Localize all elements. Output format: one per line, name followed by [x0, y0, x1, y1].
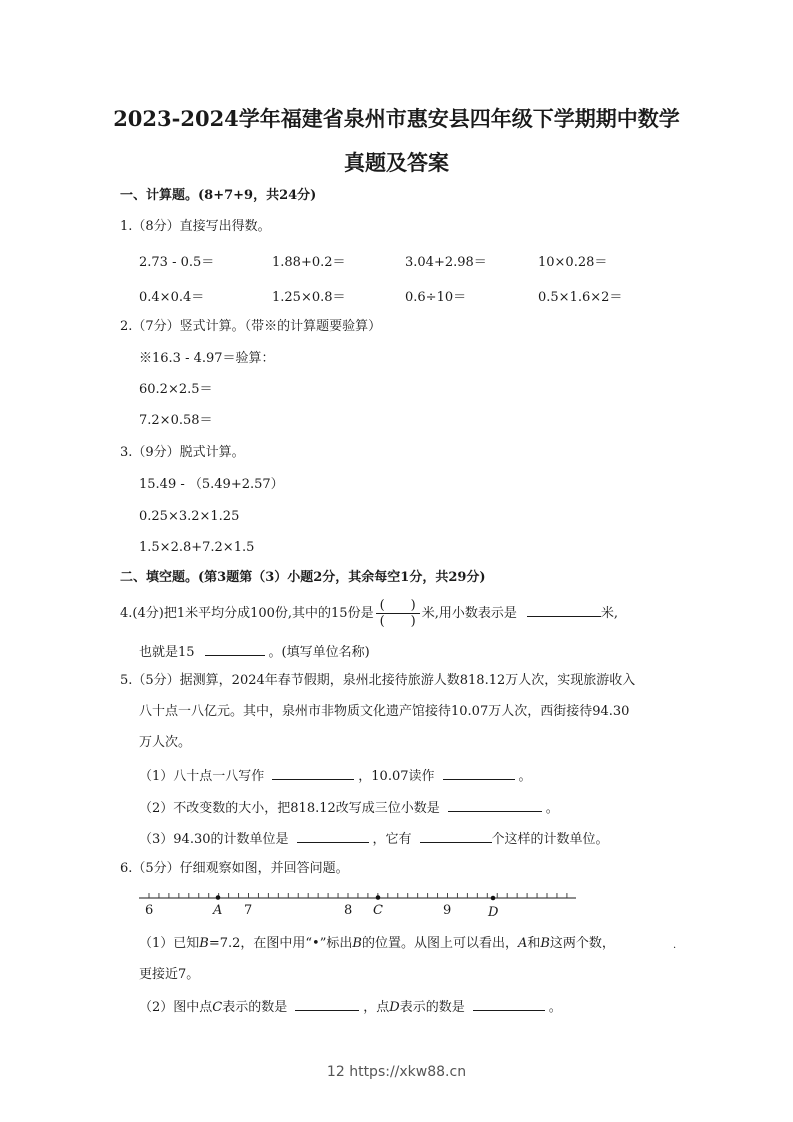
q4-line2	[139, 641, 370, 662]
q4-prefix: 4.(4分)把1米平均分成100份,其中的15份是	[120, 606, 374, 621]
q6-sub2-text: 。	[548, 1000, 562, 1015]
point-a-dot	[216, 895, 221, 900]
q3-item: 15.49 - （5.49+2.57）	[139, 477, 284, 492]
tick-label-6: 6	[145, 903, 154, 918]
q6-label: 6.（5分）仔细观察如图，并回答问题。	[120, 861, 349, 876]
q5-line1: 5.（5分）据测算，2024年春节假期，泉州北接待旅游人数818.12万人次，实现旅游收入	[120, 673, 636, 688]
q5-sub3-text: ，它有	[372, 832, 412, 847]
q5-sub3-blank-count[interactable]	[420, 828, 492, 843]
q1-label: 1.（8分）直接写出得数。	[120, 219, 271, 234]
q6-var-b: B	[540, 936, 550, 951]
q6-sub1-text: 的位置。从图上可以看出，	[361, 936, 518, 951]
section2-heading: 二、填空题。(第3题第（3）小题2分，其余每空1分，共29分)	[120, 570, 486, 585]
q5-sub3-text: 个这样的计数单位。	[491, 832, 609, 847]
q4-fraction[interactable]	[376, 598, 420, 629]
q5-sub2	[139, 797, 559, 818]
page-subtitle: 真题及答案	[344, 150, 449, 175]
q3-item: 1.5×2.8+7.2×1.5	[139, 540, 255, 555]
tick-label-8: 8	[344, 903, 353, 918]
q3-label: 3.（9分）脱式计算。	[120, 445, 245, 460]
q6-sub1-line2: 更接近7。	[139, 967, 200, 982]
q1-row2-item: 0.6÷10＝	[405, 290, 467, 305]
q1-row2-item: 0.5×1.6×2＝	[538, 290, 623, 305]
q5-sub2-blank[interactable]	[448, 797, 542, 812]
q2-item: ※16.3 - 4.97＝验算：	[139, 351, 275, 366]
page-number: 12	[326, 1064, 345, 1080]
q4-line2-suffix: 。(填写单位名称)	[268, 645, 370, 660]
q5-sub1-text: 。	[518, 769, 532, 784]
q5-line3: 万人次。	[139, 735, 192, 750]
q6-var-a: A	[517, 936, 528, 951]
q2-item: 7.2×0.58＝	[139, 413, 213, 428]
q2-item: 60.2×2.5＝	[139, 382, 213, 397]
q4-line2-prefix: 也就是15	[139, 645, 195, 660]
q5-sub1-text: ，10.07读作	[358, 769, 435, 784]
number-line-ticks	[149, 893, 567, 898]
number-line	[0, 885, 793, 925]
q5-sub1-blank-write[interactable]	[272, 765, 354, 780]
q5-sub2-text: 。	[545, 801, 559, 816]
point-d-label: D	[488, 905, 499, 920]
point-c-label: C	[373, 903, 383, 918]
point-a-label: A	[213, 903, 223, 918]
q6-sub2-text: 表示的数是	[399, 1000, 465, 1015]
q5-sub3	[139, 828, 609, 849]
q6-sub1-text: （1）已知	[139, 936, 200, 951]
q6-var-d: D	[389, 1000, 400, 1015]
q1-row1-item: 10×0.28＝	[538, 255, 608, 270]
q5-sub3-blank-unit[interactable]	[297, 828, 369, 843]
q6-var-b: B	[352, 936, 362, 951]
q5-sub1-blank-read[interactable]	[443, 765, 515, 780]
point-c-dot	[376, 895, 381, 900]
q6-sub1-text: 和	[527, 936, 541, 951]
q6-var-b: B	[199, 936, 209, 951]
q6-sub1-text: =7.2，在图中用“•”标出	[208, 936, 353, 951]
q5-sub1	[139, 765, 532, 786]
q1-row2-item: 0.4×0.4＝	[139, 290, 205, 305]
q6-sub2-text: 表示的数是	[222, 1000, 288, 1015]
q1-row2-item: 1.25×0.8＝	[272, 290, 346, 305]
q4-decimal-blank[interactable]	[527, 602, 601, 617]
q6-var-c: C	[212, 1000, 223, 1015]
q6-point-c-blank[interactable]	[295, 996, 359, 1011]
q4-suffix: 米,	[600, 606, 619, 621]
q5-sub3-text: （3）94.30的计数单位是	[139, 832, 289, 847]
q6-sub2-text: ，点	[363, 1000, 390, 1015]
q4-fraction-numerator[interactable]: ( )	[376, 598, 420, 614]
q6-point-d-blank[interactable]	[473, 996, 545, 1011]
point-d-dot	[491, 896, 496, 901]
q6-sub1	[139, 935, 615, 953]
tick-label-7: 7	[244, 903, 253, 918]
q2-label: 2.（7分）竖式计算。（带※的计算题要验算）	[120, 319, 382, 334]
q4-line1	[120, 596, 618, 632]
page-footer	[0, 1064, 793, 1080]
tick-label-9: 9	[443, 903, 452, 918]
q6-sub2-text: （2）图中点	[139, 1000, 213, 1015]
q1-row1-item: 1.88+0.2＝	[272, 255, 346, 270]
q1-row1-item: 2.73 - 0.5＝	[139, 255, 215, 270]
q6-sub1-text: 这两个数，	[549, 936, 615, 951]
q6-answer-mark[interactable]: .	[673, 940, 677, 951]
q3-item: 0.25×3.2×1.25	[139, 509, 240, 524]
q4-unit-blank[interactable]	[205, 641, 265, 656]
q5-sub2-text: （2）不改变数的大小，把818.12改写成三位小数是	[139, 801, 440, 816]
q4-fraction-denominator[interactable]: ( )	[379, 614, 416, 629]
page-title: 2023-2024学年福建省泉州市惠安县四年级下学期期中数学	[113, 106, 680, 131]
q5-line2: 八十点一八亿元。其中，泉州市非物质文化遗产馆接待10.07万人次，西街接待94.30	[139, 704, 630, 719]
q6-sub2	[139, 996, 562, 1017]
footer-link[interactable]: https://xkw88.cn	[349, 1064, 467, 1080]
q5-sub1-text: （1）八十点一八写作	[139, 769, 265, 784]
q4-mid: 米,用小数表示是	[421, 606, 517, 621]
q1-row1-item: 3.04+2.98＝	[405, 255, 487, 270]
section1-heading: 一、计算题。(8+7+9，共24分)	[120, 188, 317, 203]
